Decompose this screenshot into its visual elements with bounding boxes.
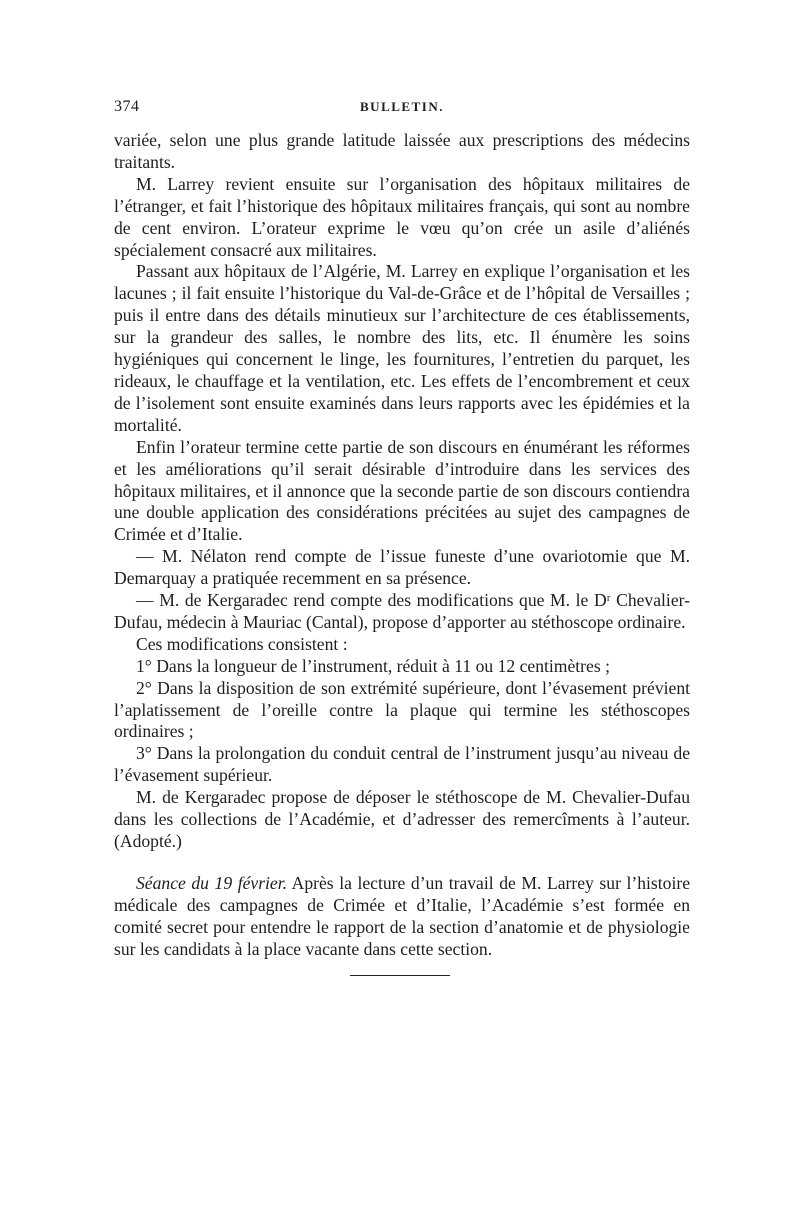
seance-date-label: Séance du 19 février. bbox=[136, 872, 288, 893]
paragraph-larrey-hopitaux: M. Larrey revient ensuite sur l’organisation des hôpitaux militaires de l’étranger, et fait l’historique des hôpitaux militaires français, qui sont au nombre de cent environ. L’orateur exprime le vœu qu’on crée un asile d’aliénés spécialement consacré aux militaires. bbox=[114, 173, 690, 260]
closing-rule bbox=[350, 975, 450, 976]
paragraph-seance bbox=[114, 873, 690, 961]
list-item-3: 3° Dans la prolongation du conduit central de l’instrument jusqu’au niveau de l’évasement supérieur. bbox=[114, 743, 690, 786]
list-item-1: 1° Dans la longueur de l’instrument, réduit à 11 ou 12 centimètres ; bbox=[136, 655, 610, 676]
paragraph-nelaton: — M. Nélaton rend compte de l’issue funeste d’une ovariotomie que M. Demarquay a pratiquée recemment en sa présence. bbox=[114, 546, 690, 589]
paragraph-continuation: variée, selon une plus grande latitude laissée aux prescriptions des médecins traitants. bbox=[114, 130, 690, 172]
paragraph-reformes: Enfin l’orateur termine cette partie de son discours en énumérant les réformes et les améliorations qu’il serait désirable d’introduire dans les services des hôpitaux militaires, et il annonce que la seconde partie de son discours contiendra une double application des considérations précitées au sujet des campagnes de Crimée et d’Italie. bbox=[114, 436, 690, 545]
running-head bbox=[114, 98, 690, 124]
page-number: 374 bbox=[114, 98, 140, 115]
paragraph-algerie: Passant aux hôpitaux de l’Algérie, M. Larrey en explique l’organisation et les lacunes ; il fait ensuite l’historique du Val-de-Grâce et de l’hôpital de Versailles ; puis il entre dans des détails minutieux sur l’architecture de ces établissements, sur la grandeur des salles, le nombre des lits, etc. Il énumère les soins hygiéniques qui concernent le linge, les fournitures, l’entretien du parquet, les rideaux, le chauffage et la ventilation, etc. Les effets de l’encombrement et ceux de l’isolement sont ensuite examinés dans leurs rapports avec les épidémies et la mortalité. bbox=[114, 261, 690, 435]
body-text bbox=[114, 130, 690, 961]
list-item-2: 2° Dans la disposition de son extrémité supérieure, dont l’évasement prévient l’aplatissement de l’oreille contre la plaque qui termine les stéthoscopes ordinaires ; bbox=[114, 677, 690, 742]
book-page bbox=[114, 98, 690, 976]
seance-text: Après la lecture d’un travail de M. Larrey sur l’histoire médicale des campagnes de Crimée et d’Italie, l’Académie s’est formée en comité secret pour entendre le rapport de la section d’anatomie et de physiologie sur les candidats à la place vacante dans cette section. bbox=[114, 872, 691, 959]
paragraph-kergaradec: — M. de Kergaradec rend compte des modifications que M. le Dʳ Chevalier-Dufau, médecin à Mauriac (Cantal), propose d’apporter au stéthoscope ordinaire. bbox=[114, 590, 690, 632]
paragraph-proposition: M. de Kergaradec propose de déposer le stéthoscope de M. Chevalier-Dufau dans les collections de l’Académie, et d’adresser des remercîments à l’auteur. (Adopté.) bbox=[114, 787, 690, 851]
paragraph-modifications-intro: Ces modifications consistent : bbox=[136, 633, 348, 654]
running-title: BULLETIN. bbox=[360, 99, 444, 114]
